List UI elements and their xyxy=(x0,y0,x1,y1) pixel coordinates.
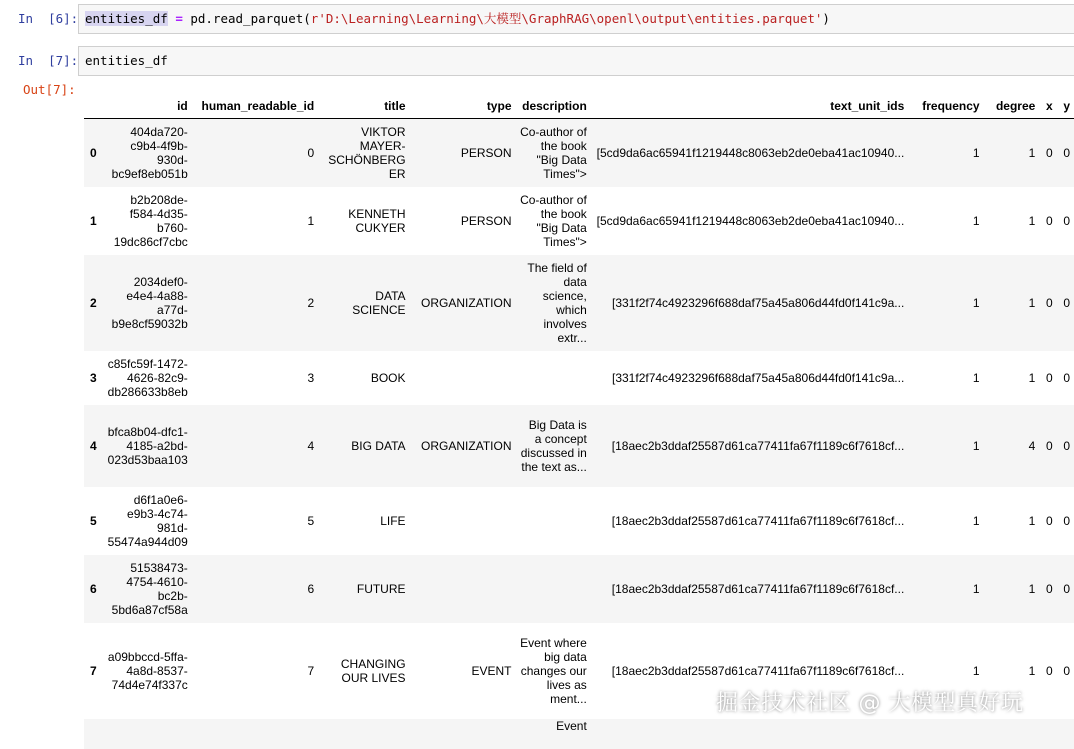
cell-title: BIG DATA xyxy=(351,438,406,453)
column-header: id xyxy=(103,94,192,119)
row-index: 3 xyxy=(90,370,97,385)
cell-x: 0 xyxy=(1045,513,1053,528)
cell-frequency: 1 xyxy=(972,438,980,453)
table-header-row xyxy=(84,94,1074,119)
cell-id: 404da720-c9b4-4f9b-930d-bc9ef8eb051b xyxy=(111,124,188,181)
cell-title: KENNETH CUKYER xyxy=(348,206,406,235)
cell-description: The field of data science, which involves extr... xyxy=(527,260,587,345)
column-header: y xyxy=(1057,94,1074,119)
column-header: degree xyxy=(984,94,1040,119)
cell-human-readable-id: 6 xyxy=(307,581,315,596)
cell-x: 0 xyxy=(1045,581,1053,596)
cell-frequency: 1 xyxy=(972,513,980,528)
row-index: 6 xyxy=(90,581,97,596)
cell-x: 0 xyxy=(1045,145,1053,160)
cell-type xyxy=(410,487,516,555)
cell-type xyxy=(410,351,516,405)
table-row xyxy=(84,187,1074,255)
cell-x: 0 xyxy=(1045,370,1053,385)
column-header: x xyxy=(1039,94,1056,119)
cell-frequency: 1 xyxy=(972,663,980,678)
cell-human-readable-id: 2 xyxy=(307,295,315,310)
cell-id: 51538473-4754-4610-bc2b-5bd6a87cf58a xyxy=(111,560,188,617)
cell-description: Event where big data changes our lives as ment... xyxy=(520,635,587,706)
cell-type: ORGANIZATION xyxy=(421,438,512,453)
table-row xyxy=(84,255,1074,351)
cell-degree: 1 xyxy=(1028,581,1036,596)
code-close-paren: ) xyxy=(822,11,830,26)
cell-human-readable-id: 7 xyxy=(307,663,315,678)
cell-text-unit-ids: [331f2f74c4923296f688daf75a45a806d44fd0f141c9a... xyxy=(612,370,905,385)
cell-frequency: 1 xyxy=(972,581,980,596)
cell-text-unit-ids: [18aec2b3ddaf25587d61ca77411fa67f1189c6f7618cf... xyxy=(611,513,905,528)
cell-description: Co-author of the book "Big Data Times"> xyxy=(520,124,587,181)
cell-description xyxy=(516,351,591,405)
row-index: 7 xyxy=(90,663,97,678)
cell-title: CHANGING OUR LIVES xyxy=(340,656,406,685)
cell-text-unit-ids: [331f2f74c4923296f688daf75a45a806d44fd0f141c9a... xyxy=(612,295,905,310)
cell-y: 0 xyxy=(1063,370,1070,385)
cell-degree: 4 xyxy=(1028,438,1036,453)
table-row xyxy=(84,487,1074,555)
row-index: 1 xyxy=(90,213,97,228)
dataframe-table xyxy=(84,94,1074,749)
table-row xyxy=(84,555,1074,623)
code-call: pd.read_parquet( xyxy=(190,11,311,26)
column-header: description xyxy=(516,94,591,119)
code-string: 'D:\Learning\Learning\大模型\GraphRAG\openl\output\entities.parquet' xyxy=(318,11,823,26)
cell-text-unit-ids: [5cd9da6ac65941f1219448c8063eb2de0eba41ac10940... xyxy=(596,213,905,228)
code-text: entities_df xyxy=(85,53,168,68)
row-index: 4 xyxy=(90,438,97,453)
cell-frequency: 1 xyxy=(972,145,980,160)
cell-human-readable-id: 1 xyxy=(307,213,315,228)
cell-title xyxy=(318,719,409,749)
row-index: 0 xyxy=(90,145,97,160)
cell-x: 0 xyxy=(1045,213,1053,228)
cell-text-unit-ids: [5cd9da6ac65941f1219448c8063eb2de0eba41ac10940... xyxy=(596,145,905,160)
input-prompt-6: In [6]: xyxy=(18,11,79,26)
cell-id: bfca8b04-dfc1-4185-a2bd-023d53baa103 xyxy=(107,424,188,467)
cell-title: FUTURE xyxy=(356,581,406,596)
cell-type: ORGANIZATION xyxy=(421,295,512,310)
cell-x: 0 xyxy=(1045,295,1053,310)
cell-id: b2b208de-f584-4d35-b760-19dc86cf7cbc xyxy=(113,192,188,249)
cell-description xyxy=(516,487,591,555)
cell-x: 0 xyxy=(1045,663,1053,678)
cell-x xyxy=(1039,719,1056,749)
cell-degree: 1 xyxy=(1028,295,1036,310)
code-cell-6[interactable] xyxy=(78,4,1074,34)
code-string-prefix: r xyxy=(310,11,319,26)
cell-text-unit-ids: [18aec2b3ddaf25587d61ca77411fa67f1189c6f7618cf... xyxy=(611,663,905,678)
cell-title: LIFE xyxy=(380,513,406,528)
cell-description: Event xyxy=(556,718,587,733)
cell-degree: 1 xyxy=(1028,663,1036,678)
cell-degree: 1 xyxy=(1028,513,1036,528)
cell-human-readable-id: 4 xyxy=(307,438,315,453)
cell-y xyxy=(1057,719,1074,749)
input-prompt-7: In [7]: xyxy=(18,53,79,68)
table-row xyxy=(84,351,1074,405)
cell-text-unit-ids: [18aec2b3ddaf25587d61ca77411fa67f1189c6f7618cf... xyxy=(611,581,905,596)
cell-y: 0 xyxy=(1063,438,1070,453)
cell-x: 0 xyxy=(1045,438,1053,453)
column-header: title xyxy=(318,94,409,119)
cell-y: 0 xyxy=(1063,213,1070,228)
row-index: 2 xyxy=(90,295,97,310)
cell-type: PERSON xyxy=(460,213,512,228)
column-header: frequency xyxy=(908,94,983,119)
column-header: type xyxy=(410,94,516,119)
cell-text-unit-ids: [18aec2b3ddaf25587d61ca77411fa67f1189c6f7618cf... xyxy=(611,438,905,453)
cell-title: BOOK xyxy=(370,370,406,385)
cell-type xyxy=(410,555,516,623)
cell-title: DATA SCIENCE xyxy=(352,288,406,317)
column-header: text_unit_ids xyxy=(591,94,908,119)
cell-y: 0 xyxy=(1063,513,1070,528)
cell-type xyxy=(410,719,516,749)
cell-human-readable-id: 0 xyxy=(307,145,315,160)
row-index: 5 xyxy=(90,513,97,528)
cell-id: c85fc59f-1472-4626-82c9-db286633b8eb xyxy=(107,356,188,399)
cell-description: Big Data is a concept discussed in the text as... xyxy=(520,417,587,474)
code-assign: = xyxy=(167,11,191,26)
cell-id xyxy=(103,719,192,749)
watermark: 掘金技术社区 @ 大模型真好玩 xyxy=(716,691,1024,716)
cell-id: d6f1a0e6-e9b3-4c74-981d-55474a944d09 xyxy=(107,492,188,549)
cell-id: a09bbccd-5ffa-4a8d-8537-74d4e74f337c xyxy=(107,649,188,692)
cell-description xyxy=(516,555,591,623)
cell-frequency xyxy=(908,719,983,749)
code-cell-7[interactable] xyxy=(78,46,1074,76)
cell-human-readable-id: 5 xyxy=(307,513,315,528)
table-row xyxy=(84,719,1074,749)
index-header xyxy=(84,94,103,119)
code-variable: entities_df xyxy=(85,11,168,26)
cell-degree: 1 xyxy=(1028,370,1036,385)
cell-type: PERSON xyxy=(460,145,512,160)
cell-degree: 1 xyxy=(1028,145,1036,160)
cell-degree: 1 xyxy=(1028,213,1036,228)
column-header: human_readable_id xyxy=(192,94,318,119)
cell-y: 0 xyxy=(1063,145,1070,160)
cell-y: 0 xyxy=(1063,581,1070,596)
cell-degree xyxy=(984,719,1040,749)
cell-human-readable-id: 3 xyxy=(307,370,315,385)
cell-id: 2034def0-e4e4-4a88-a77d-b9e8cf59032b xyxy=(111,274,188,331)
cell-y: 0 xyxy=(1063,295,1070,310)
table-row xyxy=(84,405,1074,487)
cell-y: 0 xyxy=(1063,663,1070,678)
cell-text-unit-ids xyxy=(591,719,908,749)
row-index xyxy=(84,719,103,749)
cell-human-readable-id xyxy=(192,719,318,749)
cell-description: Co-author of the book "Big Data Times"> xyxy=(520,192,587,249)
cell-title: VIKTOR MAYER-SCHÖNBERGER xyxy=(328,124,406,181)
cell-type: EVENT xyxy=(471,663,512,678)
cell-frequency: 1 xyxy=(972,213,980,228)
cell-frequency: 1 xyxy=(972,370,980,385)
cell-frequency: 1 xyxy=(972,295,980,310)
output-prompt-7: Out[7]: xyxy=(23,82,76,97)
table-row xyxy=(84,119,1074,187)
